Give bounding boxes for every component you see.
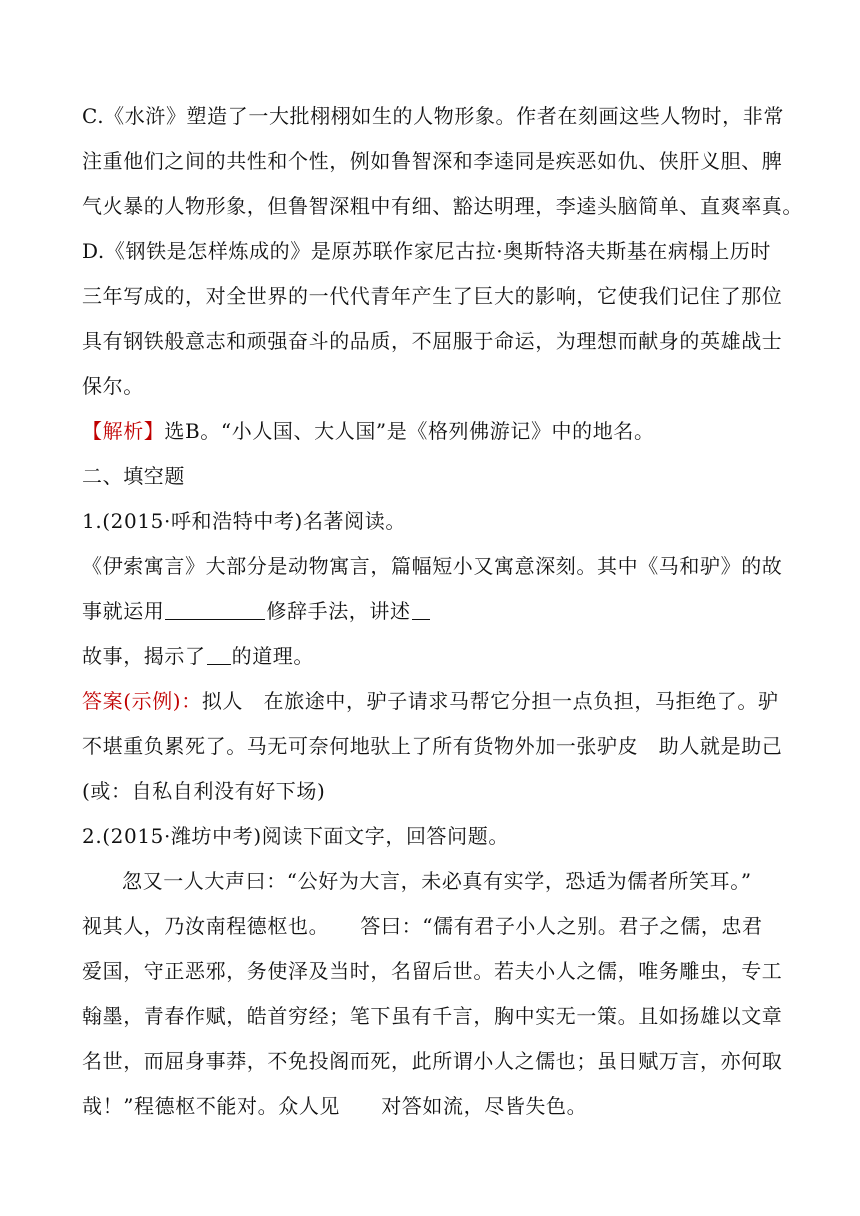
q1-line-2-a: 事就运用	[82, 599, 165, 623]
answer-text-1: 拟人 在旅途中，驴子请求马帮它分担一点负担，马拒绝了。驴	[201, 689, 779, 713]
document-page	[82, 94, 803, 1129]
option-c-line-3: 气火暴的人物形象，但鲁智深粗中有细、豁达明理，李逵头脑简单、直爽率真。	[82, 194, 803, 218]
option-d-line-1: D.《钢铁是怎样炼成的》是原苏联作家尼古拉·奥斯特洛夫斯基在病榻上历时	[82, 239, 772, 263]
answer-line-3: (或：自私自利没有好下场)	[82, 779, 326, 803]
answer-blank-1[interactable]	[165, 618, 265, 620]
q2-header: 2.(2015·潍坊中考)阅读下面文字，回答问题。	[82, 824, 509, 848]
q2-passage-line-1: 忽又一人大声曰：“公好为大言，未必真有实学，恐适为儒者所笑耳。”	[122, 869, 752, 893]
answer-line-2: 不堪重负累死了。马无可奈何地驮上了所有货物外加一张驴皮 助人就是助己	[82, 734, 783, 758]
answer-tag: 答案(示例)：	[82, 689, 202, 713]
q2-passage-line-5: 名世，而屈身事莽，不免投阁而死，此所谓小人之儒也；虽日赋万言，亦何取	[82, 1049, 783, 1073]
analysis-tag: 【解析】	[82, 419, 165, 443]
q1-line-3-a: 故事，揭示了	[82, 644, 206, 668]
answer-blank-2[interactable]	[412, 618, 430, 620]
q1-line-3-b: 的道理。	[231, 644, 315, 668]
option-d-line-3: 具有钢铁般意志和顽强奋斗的品质，不屈服于命运，为理想而献身的英雄战士	[82, 329, 783, 353]
option-d-line-4: 保尔。	[82, 374, 144, 398]
q1-line-1: 《伊索寓言》大部分是动物寓言，篇幅短小又寓意深刻。其中《马和驴》的故	[82, 554, 783, 578]
q1-line-2	[82, 589, 782, 634]
q2-passage-line-3: 爱国，守正恶邪，务使泽及当时，名留后世。若夫小人之儒，唯务雕虫，专工	[82, 959, 783, 983]
option-c-line-1: C.《水浒》塑造了一大批栩栩如生的人物形象。作者在刻画这些人物时，非常	[82, 104, 784, 128]
analysis-line	[82, 409, 782, 454]
q2-passage-line-6: 哉！”程德枢不能对。众人见 对答如流，尽皆失色。	[82, 1094, 588, 1118]
q2-passage-line-4: 翰墨，青春作赋，皓首穷经；笔下虽有千言，胸中实无一策。且如扬雄以文章	[82, 1004, 783, 1028]
answer-blank-3[interactable]	[207, 663, 231, 665]
section-title: 二、填空题	[82, 464, 185, 488]
q1-header: 1.(2015·呼和浩特中考)名著阅读。	[82, 509, 406, 533]
q1-line-2-b: 修辞手法，讲述	[266, 599, 411, 623]
option-c-line-2: 注重他们之间的共性和个性，例如鲁智深和李逵同是疾恶如仇、侠肝义胆、脾	[82, 149, 783, 173]
q2-passage-line-2: 视其人，乃汝南程德枢也。 答曰：“儒有君子小人之别。君子之儒，忠君	[82, 914, 763, 938]
answer-line-1	[82, 679, 782, 724]
analysis-text: 选B。“小人国、大人国”是《格列佛游记》中的地名。	[164, 419, 655, 443]
option-d-line-2: 三年写成的，对全世界的一代代青年产生了巨大的影响，它使我们记住了那位	[82, 284, 783, 308]
q1-line-3	[82, 634, 782, 679]
